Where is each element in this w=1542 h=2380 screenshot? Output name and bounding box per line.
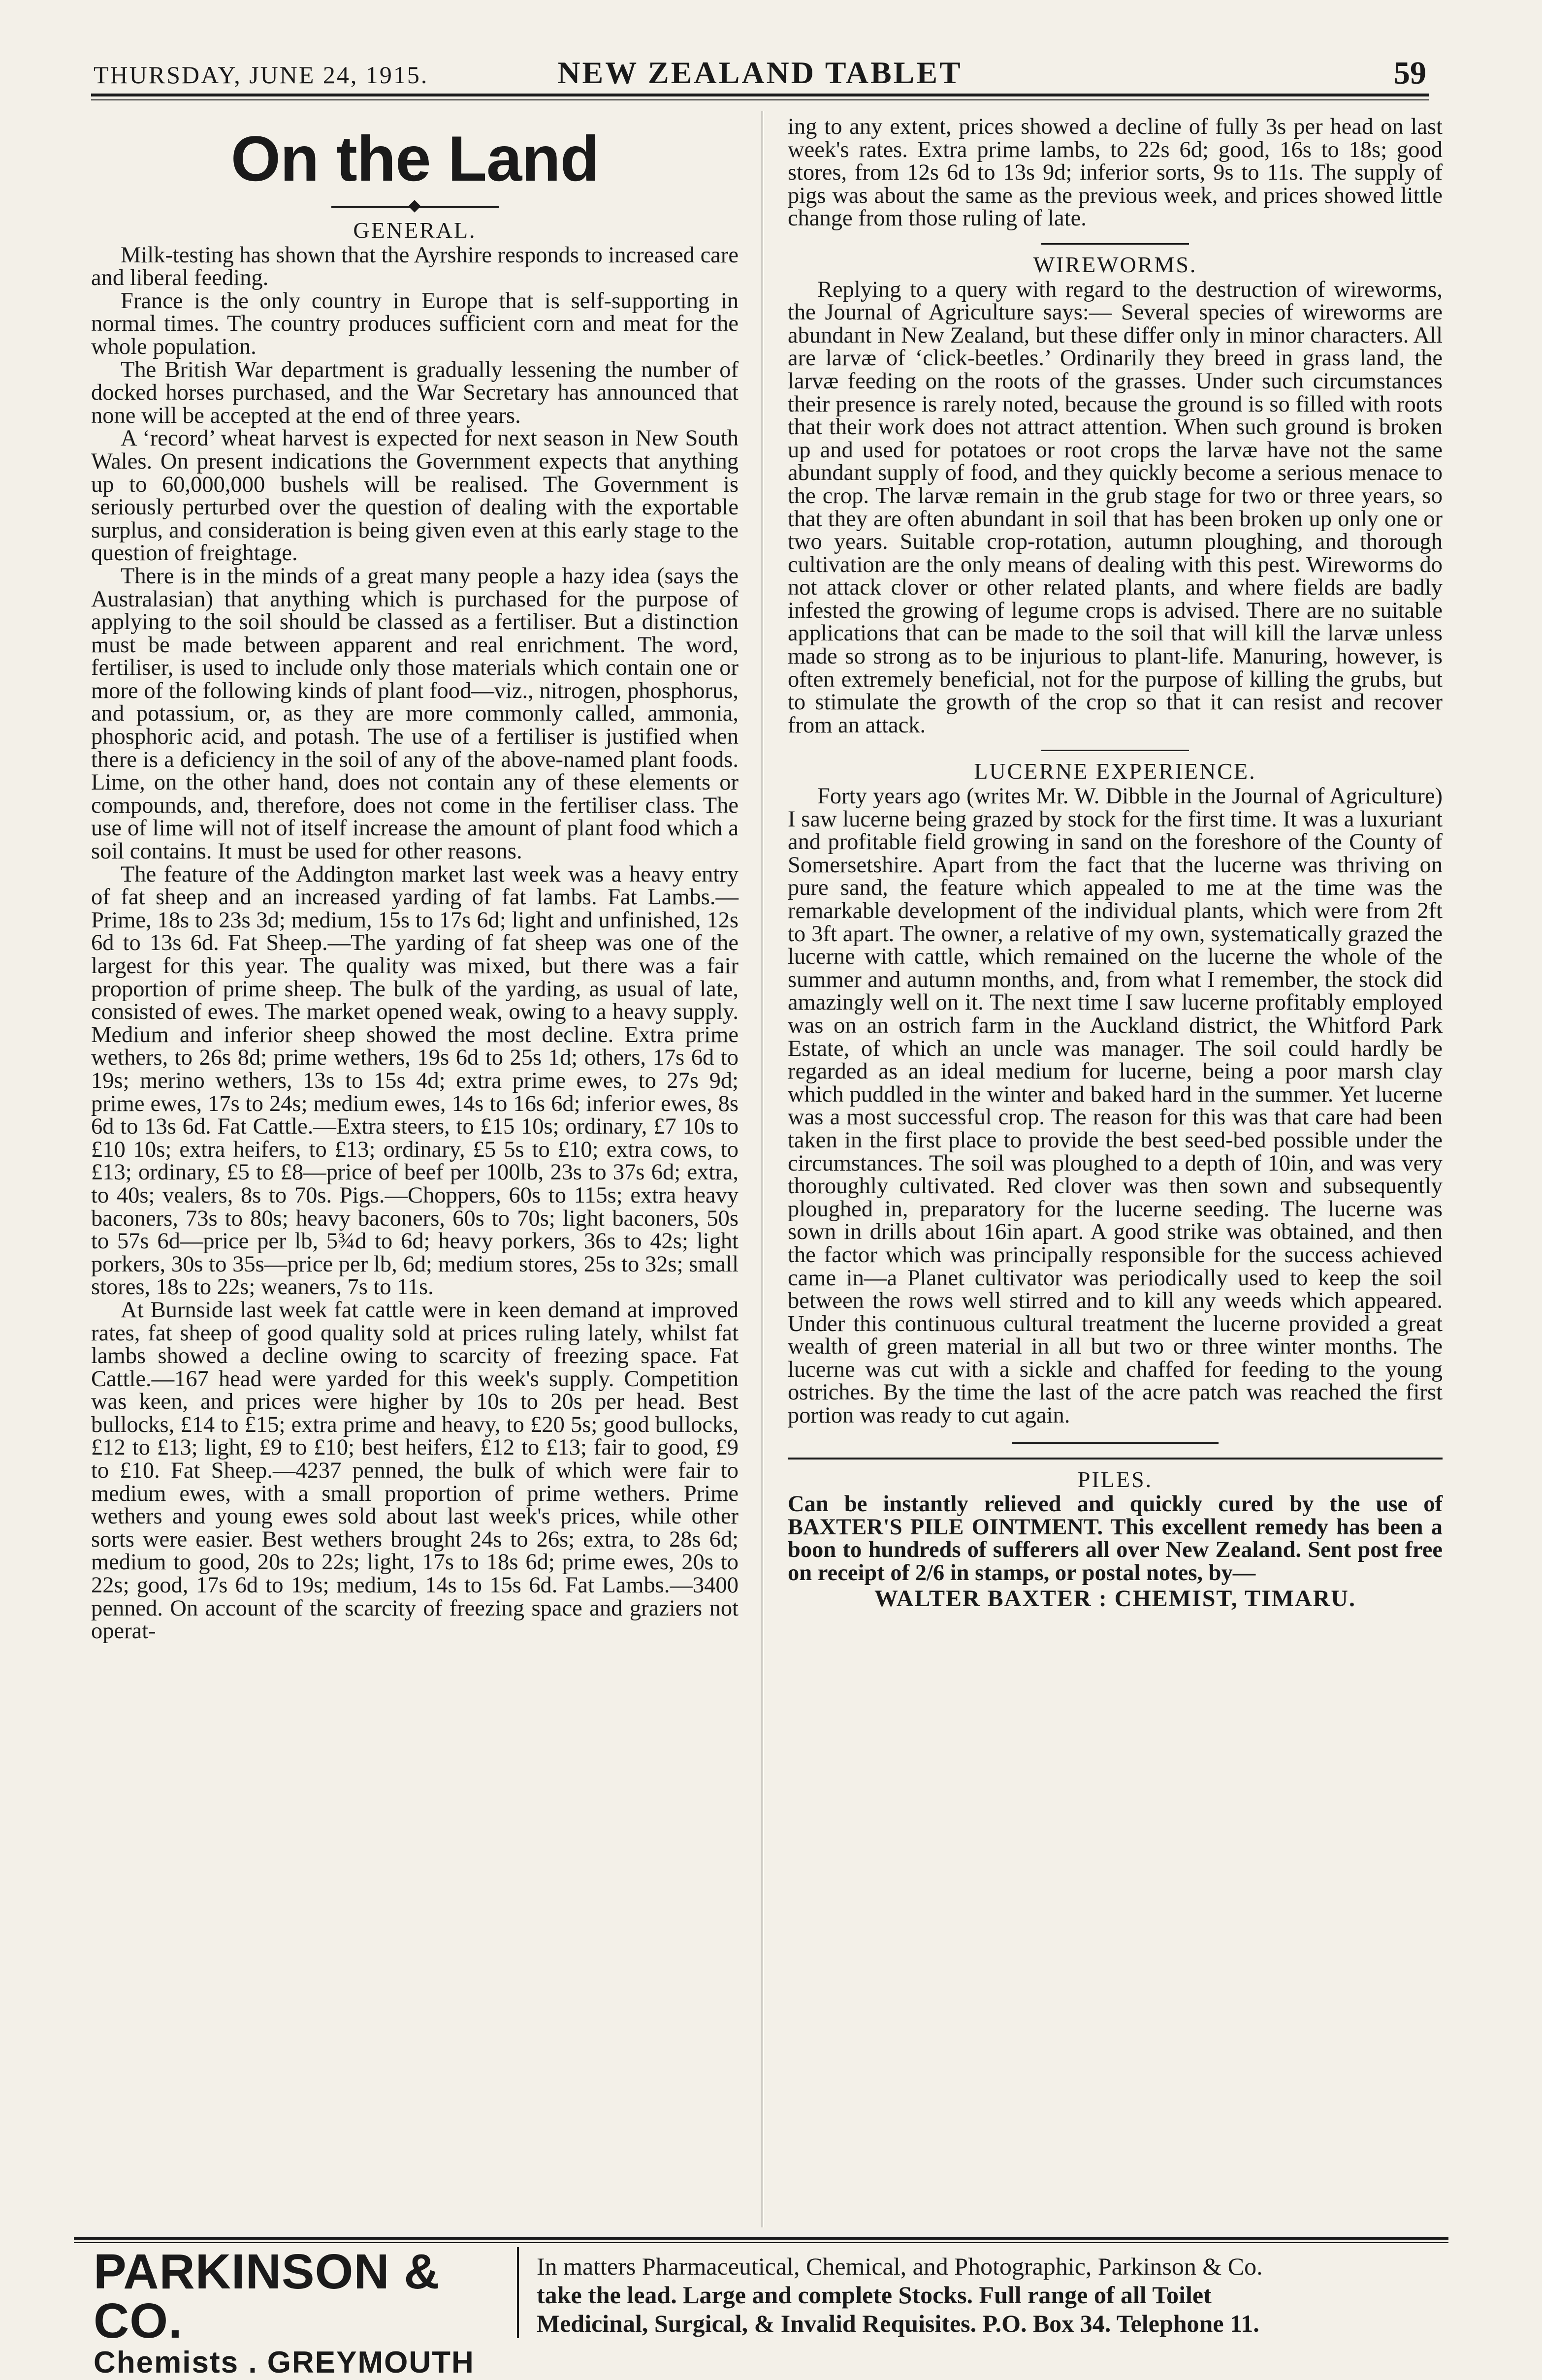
ad-heading-piles: PILES. bbox=[1077, 1466, 1153, 1492]
paragraph: The feature of the Addington market last week was a heavy entry of fat sheep and an increased yarding of fat lambs. Fat Lambs.—Prime, 18s to 23s 3d; medium, 15s to 17s 6d; light and unfinished, 12s 6d to 13s 6d. Fat Sheep.—The yarding of fat sheep was one of the largest for this year. The quality was mixed, but there was a fair proportion of prime sheep. The bulk of the yarding, as usual of late, consisted of ewes. The market opened weak, owing to a heavy supply. Medium and inferior sheep showed the most decline. Extra prime wethers, to 26s 8d; prime wethers, 19s 6d to 25s 1d; others, 17s 6d to 19s; merino wethers, 13s to 15s 4d; extra prime ewes, to 27s 9d; prime ewes, 17s to 24s; medium ewes, 14s to 16s 6d; inferior ewes, 8s 6d to 13s 6d. Fat Cattle.—Extra steers, to £15 10s; ordinary, £7 10s to £10 10s; extra heifers, to £13; ordinary, £5 5s to £10; extra cows, to £13; ordinary, £5 to £8—price of beef per 100lb, 23s to 37s 6d; extra, to 40s; vealers, 8s to 70s. Pigs.—Choppers, 60s to 115s; extra heavy baconers, 73s to 80s; heavy baconers, 60s to 70s; light baconers, 50s to 57s 6d—price per lb, 5¾d to 6d; heavy porkers, 36s to 42s; light porkers, 30s to 35s—price per lb, 6d; medium stores, 25s to 32s; small stores, 18s to 22s; weaners, 7s to 11s. bbox=[91, 861, 739, 1300]
paragraph: There is in the minds of a great many people a hazy idea (says the Australasian) that anything which is purchased for the purpose of applying to the soil should be classed as a fertiliser. But a distinction must be made between apparent and real enrichment. The word, fertiliser, is used to include only those materials which contain one or more of the following kinds of plant food—viz., nitrogen, phosphorus, and potassium, or, as they are more commonly called, ammonia, phosphoric acid, and potash. The use of a fertiliser is justified when there is a deficiency in the soil of any of the above-named plant foods. Lime, on the other hand, does not contain any of these elements or compounds, and, therefore, does not come in the fertiliser class. The use of lime will not of itself increase the amount of plant food which a soil contains. It must be used for other reasons. bbox=[91, 563, 739, 864]
paragraph: France is the only country in Europe that is self-supporting in normal times. The country produces sufficient corn and meat for the whole population. bbox=[91, 288, 739, 359]
issue-date: THURSDAY, JUNE 24, 1915. bbox=[94, 61, 429, 89]
paragraph: The British War department is gradually lessening the number of docked horses purchased, and the War Secretary has announced that none will be accepted at the end of three years. bbox=[91, 357, 739, 428]
footer-rule-thin bbox=[74, 2242, 1448, 2243]
footer-ad-brand bbox=[94, 2244, 497, 2380]
section-rule bbox=[1012, 1442, 1219, 1444]
paragraph-continued: ing to any extent, prices showed a decline of fully 3s per head on last week's rates. Extra prime lambs, to 22s 6d; good, 16s to 18s; good stores, from 12s 6d to 13s 9d; inferior sorts, 9s to 11s. The supply of pigs was about the same as the previous week, and prices showed little change from those ruling of late. bbox=[788, 114, 1443, 231]
ad-line: In matters Pharmaceutical, Chemical, and Photographic, Parkinson & Co. bbox=[537, 2253, 1263, 2280]
paragraph: A ‘record’ wheat harvest is expected for next season in New South Wales. On present indications the Government expects that anything up to 60,000,000 bushels will be realised. The Government is seriously perturbed over the question of dealing with the exportable surplus, and consideration is being given even at this early stage to the question of freightage. bbox=[91, 426, 739, 566]
right-column bbox=[788, 116, 1443, 1611]
ad-body: Can be instantly relieved and quickly cured by the use of BAXTER'S PILE OINTMENT. This excellent remedy has been a boon to hundreds of sufferers all over New Zealand. Sent post free on receipt of 2/6 in stamps, or postal notes, by— bbox=[788, 1491, 1443, 1586]
publication-title: NEW ZEALAND TABLET bbox=[557, 55, 963, 90]
footer-rule bbox=[74, 2237, 1448, 2240]
article-title: On the Land bbox=[230, 123, 599, 194]
paragraph: At Burnside last week fat cattle were in keen demand at improved rates, fat sheep of good quality sold at prices ruling lately, whilst fat lambs showed a decline owing to scarcity of freezing space. Fat Cattle.—167 head were yarded for this week's supply. Competition was keen, and prices were higher by 10s to 20s per head. Best bullocks, £14 to £15; extra prime and heavy, to £20 5s; good bullocks, £12 to £13; light, £9 to £10; best heifers, £12 to £13; fair to good, £9 to £10. Fat Sheep.—4237 penned, the bulk of which were fair to medium ewes, with a small proportion of prime wethers. Prime wethers and young ewes sold about last week's prices, while other sorts were easier. Best wethers brought 24s to 26s; extra, to 28s 6d; medium to good, 20s to 22s; light, 17s to 18s 6d; prime ewes, 20s to 22s; good, 17s 6d to 19s; medium, 14s to 15s 6d. Fat Lambs.—3400 penned. On account of the scarcity of freezing space and graziers not operat- bbox=[91, 1297, 739, 1644]
page-header bbox=[94, 52, 1426, 94]
paragraph: Replying to a query with regard to the destruction of wireworms, the Journal of Agriculture says:— Several species of wireworms are abundant in New Zealand, but these differ only in minor characters. All are larvæ of ‘click-beetles.’ Ordinarily they breed in grass land, the larvæ feeding on the roots of the grasses. Under such circumstances their presence is rarely noted, because the ground is so filled with roots that their work does not attract attention. When such ground is broken up and used for potatoes or root crops the larvæ have not the same abundant supply of food, and they quickly become a serious menace to the crop. The larvæ remain in the grub stage for two or three years, so that they are often abundant in soil that has been broken up only one or two years. Suitable crop-rotation, autumn ploughing, and thorough cultivation are the only means of dealing with this pest. Wireworms do not attack clover or other related plants, and where fields are badly infested the growing of legume crops is advised. There are no suitable applications that can be made to the soil that will kill the larvæ unless made so strong as to be injurious to plant-life. Manuring, however, is often extremely beneficial, not for the purpose of killing the grubs, but to stimulate the growth of the crop so that it can resist and recover from an attack. bbox=[788, 277, 1443, 738]
ad-line: take the lead. Large and complete Stocks. Full range of all Toilet bbox=[537, 2281, 1212, 2309]
paragraph: Forty years ago (writes Mr. W. Dibble in the Journal of Agriculture) I saw lucerne being grazed by stock for the first time. It was a luxuriant and profitable field growing in sand on the foreshore of the County of Somersetshire. Apart from the fact that the lucerne was thriving on pure sand, the feature which appealed to me at the time was the remarkable development of the individual plants, which were from 2ft to 3ft apart. The owner, a relative of my own, systematically grazed the lucerne with cattle, which remained on the lucerne the whole of the summer and autumn months, and, from what I remember, the stock did amazingly well on it. The next time I saw lucerne profitably employed was on an ostrich farm in the Auckland district, the Whitford Park Estate, of which an uncle was manager. The soil could hardly be regarded as an ideal medium for lucerne, being a poor marsh clay which puddled in the winter and baked hard in the summer. Yet lucerne was a most successful crop. The reason for this was that care had been taken in the first place to provide the best seed-bed possible under the circumstances. The soil was ploughed to a depth of 10in, and was very thoroughly cultivated. Red clover was then sown and subsequently ploughed in, preparatory for the lucerne seeding. The lucerne was sown in drills about 16in apart. A good strike was obtained, and then the factor which was principally responsible for the success achieved came in—a Planet cultivator was periodically used to keep the soil between the rows well stirred and to kill any weeds which appeared. Under this continuous cultural treatment the lucerne provided a great wealth of green material in all but two or three winter months. The lucerne was cut with a sickle and chaffed for feeding to the young ostriches. By the time the last of the acre patch was reached the first portion was ready to cut again. bbox=[788, 784, 1443, 1428]
footer-ad-text bbox=[537, 2252, 1452, 2338]
header-rule-thin bbox=[91, 99, 1429, 100]
paragraph: Milk-testing has shown that the Ayrshire responds to increased care and liberal feeding. bbox=[91, 242, 739, 291]
piles-advertisement bbox=[788, 1458, 1443, 1611]
ad-business-name: PARKINSON & CO. bbox=[94, 2244, 440, 2348]
diamond-ornament-icon bbox=[408, 200, 420, 212]
column-divider bbox=[762, 111, 763, 2227]
ad-line: Medicinal, Surgical, & Invalid Requisites. P.O. Box 34. Telephone 11. bbox=[537, 2310, 1259, 2337]
section-heading-wireworms: WIREWORMS. bbox=[1033, 252, 1197, 277]
title-ornament bbox=[331, 197, 499, 217]
section-rule bbox=[1041, 243, 1189, 245]
section-heading-general: GENERAL. bbox=[353, 218, 477, 243]
header-rule bbox=[91, 94, 1429, 96]
page-number: 59 bbox=[1394, 55, 1426, 91]
left-column bbox=[91, 116, 739, 1643]
ad-signature: WALTER BAXTER : CHEMIST, TIMARU. bbox=[874, 1586, 1356, 1612]
section-rule bbox=[1041, 750, 1189, 751]
footer-divider bbox=[517, 2247, 519, 2338]
section-heading-lucerne: LUCERNE EXPERIENCE. bbox=[974, 759, 1256, 784]
ad-business-location: Chemists . GREYMOUTH bbox=[94, 2346, 475, 2380]
